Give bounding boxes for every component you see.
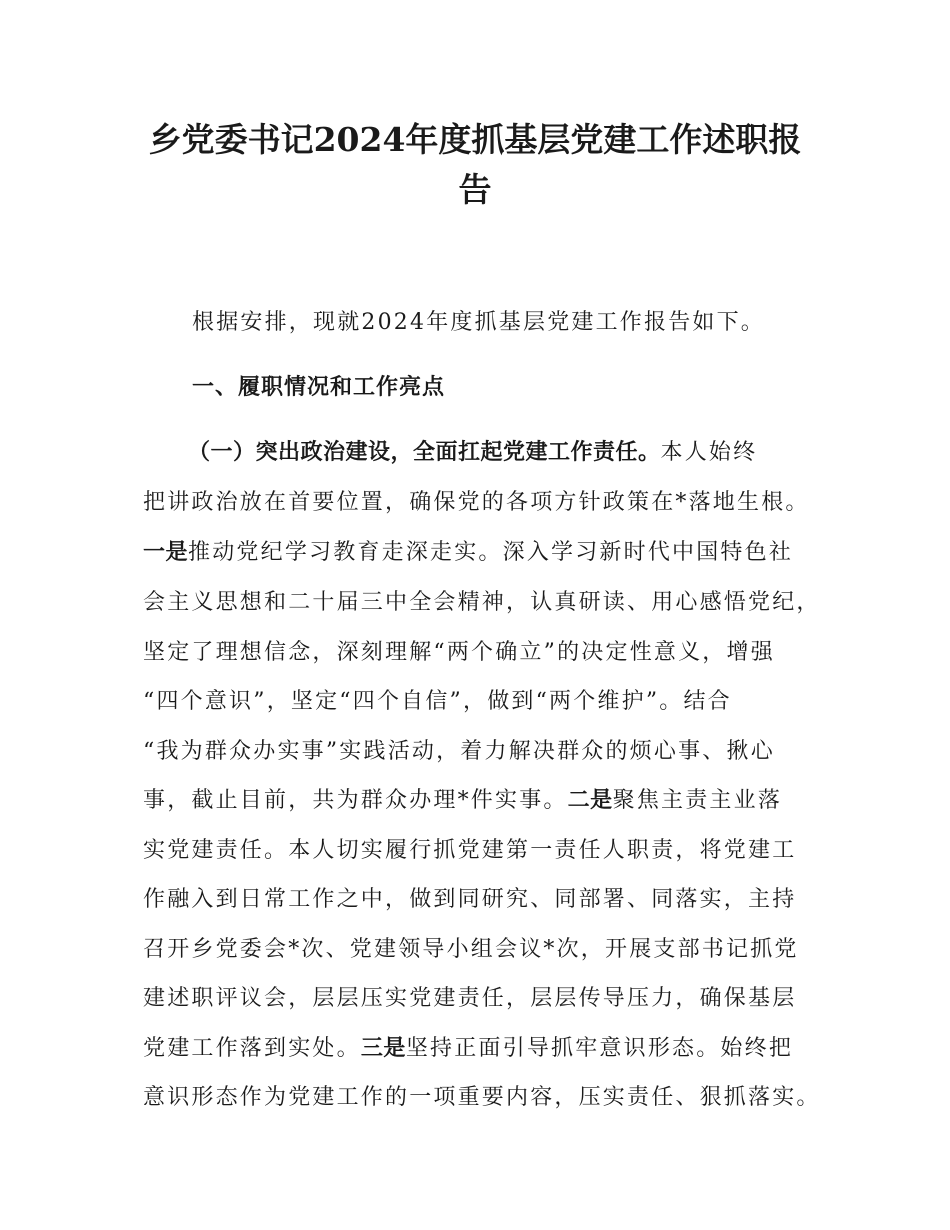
subsection-heading: （一）突出政治建设，全面扛起党建工作责任。	[188, 440, 661, 465]
body-text: 事，截止目前，共为群众办理*件实事。	[143, 788, 568, 813]
body-text: 党建工作落到实处。	[143, 1036, 361, 1061]
body-line: “四个意识”，坚定“四个自信”，做到“两个维护”。结合	[143, 689, 732, 714]
body-line	[143, 786, 843, 816]
intro-paragraph: 根据安排，现就2024年度抓基层党建工作报告如下。	[192, 310, 765, 335]
body-line: 会主义思想和二十届三中全会精神，认真研读、用心感悟党纪，	[143, 590, 821, 615]
body-line: 作融入到日常工作之中，做到同研究、同部署、同落实，主持	[143, 887, 797, 912]
document-title: 乡党委书记2024年度抓基层党建工作述职报	[148, 120, 802, 159]
body-text: 坚持正面引导抓牢意识形态。始终把	[405, 1036, 794, 1061]
body-line: 意识形态作为党建工作的一项重要内容，压实责任、狠抓落实。	[143, 1085, 821, 1110]
point-label: 二是	[567, 788, 613, 813]
body-text: 聚焦主责主业落	[612, 788, 783, 813]
body-line: 坚定了理想信念，深刻理解“两个确立”的决定性意义，增强	[143, 640, 775, 665]
body-line: 建述职评议会，层层压实党建责任，层层传导压力，确保基层	[143, 986, 797, 1011]
body-text: 推动党纪学习教育走深走实。深入学习新时代中国特色社	[188, 540, 794, 565]
body-line	[188, 438, 888, 468]
body-line: 召开乡党委会*次、党建领导小组会议*次，开展支部书记抓党	[143, 937, 799, 962]
document-title-continued: 告	[458, 170, 492, 209]
body-text: 本人始终	[660, 440, 758, 465]
point-label: 三是	[360, 1036, 406, 1061]
body-line	[143, 538, 843, 568]
point-label: 一是	[143, 540, 189, 565]
body-line: 实党建责任。本人切实履行抓党建第一责任人职责，将党建工	[143, 838, 797, 863]
body-line: 把讲政治放在首要位置，确保党的各项方针政策在*落地生根。	[143, 490, 810, 515]
body-line	[143, 1034, 843, 1064]
body-line: “我为群众办实事”实践活动，着力解决群众的烦心事、揪心	[143, 739, 775, 764]
section-heading: 一、履职情况和工作亮点	[192, 375, 446, 400]
